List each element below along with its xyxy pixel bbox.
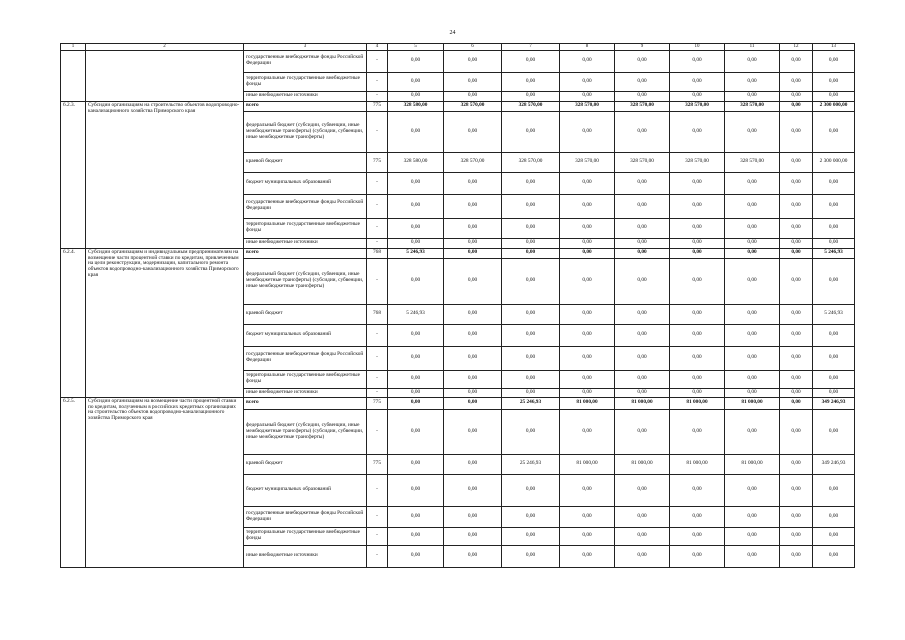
funding-source: краевой бюджет [244, 152, 367, 172]
value-cell: 0,00 [780, 172, 813, 194]
value-cell: 0,00 [502, 474, 560, 506]
section-number: 6.2.4. [61, 248, 86, 397]
value-cell: 0,00 [813, 172, 855, 194]
value-cell: 0,00 [444, 248, 502, 258]
value-cell: 0,00 [780, 545, 813, 567]
value-cell: 0,00 [780, 194, 813, 218]
value-cell: 0,00 [813, 258, 855, 304]
value-cell: 0,00 [725, 218, 780, 238]
value-cell: 0,00 [615, 91, 670, 101]
value-cell: 0,00 [502, 304, 560, 324]
header-cell: 7 [502, 44, 560, 51]
value-cell: 0,00 [444, 50, 502, 72]
value-cell: 0,00 [670, 527, 725, 545]
value-cell: 0,00 [444, 194, 502, 218]
header-cell: 9 [615, 44, 670, 51]
value-cell: 0,00 [502, 324, 560, 346]
value-cell: 0,00 [615, 370, 670, 388]
value-cell: 0,00 [725, 72, 780, 91]
value-cell: 2 300 000,00 [813, 152, 855, 172]
section-number: 6.2.3. [61, 101, 86, 248]
unit-code: - [367, 409, 388, 454]
value-cell: 328 570,00 [670, 101, 725, 111]
value-cell: 0,00 [388, 50, 444, 72]
value-cell: 0,00 [780, 238, 813, 248]
funding-source: бюджет муниципальных образований [244, 474, 367, 506]
value-cell: 0,00 [813, 527, 855, 545]
value-cell: 0,00 [670, 238, 725, 248]
value-cell: 349 246,93 [813, 397, 855, 409]
value-cell: 25 246,93 [502, 397, 560, 409]
value-cell: 0,00 [502, 72, 560, 91]
value-cell: 0,00 [502, 346, 560, 370]
value-cell: 0,00 [388, 238, 444, 248]
value-cell: 0,00 [615, 172, 670, 194]
value-cell: 0,00 [615, 194, 670, 218]
value-cell: 0,00 [813, 50, 855, 72]
value-cell: 0,00 [560, 346, 615, 370]
unit-code: 775 [367, 152, 388, 172]
value-cell: 0,00 [615, 248, 670, 258]
value-cell: 81 000,00 [615, 454, 670, 474]
value-cell: 0,00 [670, 304, 725, 324]
table-row [61, 50, 855, 72]
value-cell: 0,00 [725, 409, 780, 454]
value-cell: 0,00 [615, 72, 670, 91]
value-cell: 0,00 [560, 370, 615, 388]
value-cell: 81 000,00 [615, 397, 670, 409]
value-cell: 0,00 [560, 238, 615, 248]
value-cell: 0,00 [615, 238, 670, 248]
unit-code: - [367, 194, 388, 218]
unit-code: - [367, 388, 388, 397]
unit-code: - [367, 238, 388, 248]
value-cell: 0,00 [560, 304, 615, 324]
value-cell: 0,00 [560, 218, 615, 238]
funding-source: территориальные государственные внебюджетные фонды [244, 370, 367, 388]
value-cell: 0,00 [813, 91, 855, 101]
value-cell: 0,00 [725, 545, 780, 567]
value-cell: 0,00 [444, 72, 502, 91]
value-cell: 0,00 [725, 527, 780, 545]
value-cell: 0,00 [560, 474, 615, 506]
value-cell: 0,00 [444, 258, 502, 304]
value-cell: 0,00 [560, 388, 615, 397]
section-title: Субсидии организациям на возмещение части процентной ставки по кредитам, полученным в российских кредитных организациях на строительство объектов водопроводно-канализационного хозяйства Приморского края [86, 397, 244, 567]
value-cell: 0,00 [780, 454, 813, 474]
funding-source: всего [244, 101, 367, 111]
value-cell: 0,00 [615, 324, 670, 346]
value-cell: 0,00 [388, 409, 444, 454]
value-cell: 0,00 [615, 258, 670, 304]
section-number: 6.2.5. [61, 397, 86, 567]
header-cell: 3 [244, 44, 367, 51]
value-cell: 0,00 [813, 474, 855, 506]
value-cell: 0,00 [560, 248, 615, 258]
value-cell: 0,00 [670, 474, 725, 506]
funding-source: территориальные государственные внебюджетные фонды [244, 218, 367, 238]
value-cell: 81 000,00 [670, 454, 725, 474]
header-row [61, 44, 855, 51]
value-cell: 0,00 [725, 346, 780, 370]
value-cell: 0,00 [670, 258, 725, 304]
value-cell: 0,00 [780, 527, 813, 545]
value-cell: 0,00 [388, 258, 444, 304]
funding-source: всего [244, 248, 367, 258]
value-cell: 0,00 [670, 506, 725, 527]
value-cell: 0,00 [560, 506, 615, 527]
unit-code: - [367, 72, 388, 91]
value-cell: 0,00 [444, 304, 502, 324]
value-cell: 0,00 [388, 172, 444, 194]
value-cell: 0,00 [615, 506, 670, 527]
value-cell: 0,00 [813, 545, 855, 567]
value-cell: 81 000,00 [560, 397, 615, 409]
value-cell: 0,00 [388, 545, 444, 567]
unit-code: - [367, 506, 388, 527]
value-cell: 0,00 [780, 409, 813, 454]
value-cell: 0,00 [444, 370, 502, 388]
value-cell: 0,00 [502, 370, 560, 388]
value-cell: 0,00 [560, 72, 615, 91]
value-cell: 81 000,00 [670, 397, 725, 409]
section-title [86, 50, 244, 101]
value-cell: 0,00 [813, 194, 855, 218]
value-cell: 0,00 [502, 506, 560, 527]
value-cell: 0,00 [502, 91, 560, 101]
value-cell: 0,00 [780, 370, 813, 388]
table-row [61, 397, 855, 409]
unit-code: 775 [367, 454, 388, 474]
value-cell: 81 000,00 [725, 397, 780, 409]
value-cell: 0,00 [780, 111, 813, 152]
funding-source: государственные внебюджетные фонды Российской Федерации [244, 50, 367, 72]
section-title: Субсидии организациям на строительство объектов водопроводно-канализационного хозяйства Приморского края [86, 101, 244, 248]
value-cell: 0,00 [615, 545, 670, 567]
value-cell: 0,00 [780, 324, 813, 346]
value-cell: 0,00 [388, 111, 444, 152]
value-cell: 328 570,00 [615, 101, 670, 111]
value-cell: 0,00 [560, 258, 615, 304]
unit-code: - [367, 346, 388, 370]
value-cell: 0,00 [560, 527, 615, 545]
funding-source: иные внебюджетные источники [244, 91, 367, 101]
value-cell: 0,00 [444, 397, 502, 409]
header-cell: 11 [725, 44, 780, 51]
value-cell: 0,00 [725, 324, 780, 346]
value-cell: 0,00 [780, 388, 813, 397]
value-cell: 5 246,93 [388, 248, 444, 258]
value-cell: 0,00 [670, 172, 725, 194]
value-cell: 0,00 [388, 388, 444, 397]
value-cell: 0,00 [813, 346, 855, 370]
unit-code: - [367, 258, 388, 304]
value-cell: 0,00 [444, 474, 502, 506]
value-cell: 328 570,00 [670, 152, 725, 172]
unit-code: - [367, 172, 388, 194]
value-cell: 328 570,00 [615, 152, 670, 172]
funding-source: иные внебюджетные источники [244, 388, 367, 397]
value-cell: 328 570,00 [560, 152, 615, 172]
value-cell: 0,00 [560, 111, 615, 152]
header-cell: 5 [388, 44, 444, 51]
value-cell: 0,00 [670, 388, 725, 397]
value-cell: 0,00 [444, 454, 502, 474]
value-cell: 0,00 [670, 218, 725, 238]
value-cell: 0,00 [615, 111, 670, 152]
value-cell: 0,00 [813, 72, 855, 91]
value-cell: 0,00 [813, 218, 855, 238]
value-cell: 0,00 [813, 409, 855, 454]
value-cell: 0,00 [670, 370, 725, 388]
value-cell: 0,00 [780, 474, 813, 506]
value-cell: 328 580,00 [388, 101, 444, 111]
value-cell: 0,00 [502, 238, 560, 248]
value-cell: 0,00 [725, 370, 780, 388]
value-cell: 0,00 [502, 194, 560, 218]
value-cell: 0,00 [725, 388, 780, 397]
funding-source: краевой бюджет [244, 304, 367, 324]
funding-source: иные внебюджетные источники [244, 545, 367, 567]
funding-source: бюджет муниципальных образований [244, 172, 367, 194]
funding-source: краевой бюджет [244, 454, 367, 474]
value-cell: 0,00 [780, 218, 813, 238]
value-cell: 0,00 [560, 91, 615, 101]
unit-code: - [367, 527, 388, 545]
value-cell: 0,00 [444, 172, 502, 194]
value-cell: 0,00 [780, 72, 813, 91]
value-cell: 0,00 [780, 50, 813, 72]
value-cell: 0,00 [813, 324, 855, 346]
value-cell: 0,00 [725, 248, 780, 258]
value-cell: 0,00 [725, 111, 780, 152]
value-cell: 81 000,00 [725, 454, 780, 474]
funding-source: иные внебюджетные источники [244, 238, 367, 248]
value-cell: 0,00 [615, 346, 670, 370]
value-cell: 0,00 [780, 506, 813, 527]
header-cell: 10 [670, 44, 725, 51]
funding-source: федеральный бюджет (субсидии, субвенции, иные межбюджетные трансферты) (субсидии, субвенции, иные межбюджетные трансферты) [244, 258, 367, 304]
value-cell: 0,00 [502, 258, 560, 304]
unit-code: - [367, 50, 388, 72]
value-cell: 328 570,00 [502, 152, 560, 172]
header-cell: 2 [86, 44, 244, 51]
value-cell: 0,00 [388, 218, 444, 238]
header-cell: 12 [780, 44, 813, 51]
funding-source: бюджет муниципальных образований [244, 324, 367, 346]
value-cell: 0,00 [725, 238, 780, 248]
value-cell: 0,00 [670, 346, 725, 370]
value-cell: 0,00 [502, 111, 560, 152]
value-cell: 0,00 [670, 72, 725, 91]
value-cell: 0,00 [615, 409, 670, 454]
funding-source: государственные внебюджетные фонды Российской Федерации [244, 346, 367, 370]
value-cell: 0,00 [670, 545, 725, 567]
unit-code: 775 [367, 397, 388, 409]
value-cell: 0,00 [670, 91, 725, 101]
value-cell: 0,00 [725, 91, 780, 101]
value-cell: 0,00 [502, 409, 560, 454]
value-cell: 0,00 [725, 258, 780, 304]
unit-code: - [367, 545, 388, 567]
funding-source: федеральный бюджет (субсидии, субвенции, иные межбюджетные трансферты) (субсидии, субвенции, иные межбюджетные трансферты) [244, 111, 367, 152]
value-cell: 0,00 [670, 248, 725, 258]
funding-source: государственные внебюджетные фонды Российской Федерации [244, 194, 367, 218]
value-cell: 0,00 [560, 194, 615, 218]
value-cell: 0,00 [388, 474, 444, 506]
unit-code: 768 [367, 304, 388, 324]
value-cell: 0,00 [444, 346, 502, 370]
unit-code: - [367, 91, 388, 101]
funding-source: всего [244, 397, 367, 409]
unit-code: - [367, 324, 388, 346]
value-cell: 0,00 [615, 527, 670, 545]
value-cell: 0,00 [388, 527, 444, 545]
value-cell: 0,00 [444, 218, 502, 238]
value-cell: 0,00 [615, 474, 670, 506]
value-cell: 0,00 [725, 172, 780, 194]
table-row [61, 248, 855, 258]
header-cell: 4 [367, 44, 388, 51]
value-cell: 0,00 [725, 506, 780, 527]
funding-source: территориальные государственные внебюджетные фонды [244, 72, 367, 91]
value-cell: 0,00 [444, 111, 502, 152]
value-cell: 0,00 [615, 388, 670, 397]
value-cell: 328 580,00 [388, 152, 444, 172]
funding-source: территориальные государственные внебюджетные фонды [244, 527, 367, 545]
value-cell: 0,00 [725, 194, 780, 218]
value-cell: 81 000,00 [560, 454, 615, 474]
unit-code: - [367, 474, 388, 506]
value-cell: 328 570,00 [725, 101, 780, 111]
value-cell: 0,00 [615, 218, 670, 238]
unit-code: 775 [367, 101, 388, 111]
value-cell: 0,00 [388, 397, 444, 409]
value-cell: 0,00 [444, 91, 502, 101]
value-cell: 0,00 [725, 50, 780, 72]
value-cell: 0,00 [780, 397, 813, 409]
value-cell: 0,00 [388, 72, 444, 91]
value-cell: 0,00 [560, 545, 615, 567]
value-cell: 0,00 [502, 527, 560, 545]
funding-source: федеральный бюджет (субсидии, субвенции, иные межбюджетные трансферты) (субсидии, субвенции, иные межбюджетные трансферты) [244, 409, 367, 454]
value-cell: 0,00 [813, 238, 855, 248]
value-cell: 0,00 [444, 324, 502, 346]
header-cell: 6 [444, 44, 502, 51]
value-cell: 0,00 [444, 506, 502, 527]
value-cell: 5 246,93 [813, 304, 855, 324]
value-cell: 0,00 [388, 454, 444, 474]
value-cell: 0,00 [560, 172, 615, 194]
value-cell: 0,00 [444, 388, 502, 397]
value-cell: 0,00 [560, 324, 615, 346]
value-cell: 0,00 [502, 388, 560, 397]
value-cell: 0,00 [444, 527, 502, 545]
value-cell: 0,00 [813, 388, 855, 397]
value-cell: 0,00 [388, 370, 444, 388]
value-cell: 0,00 [670, 50, 725, 72]
value-cell: 5 246,93 [813, 248, 855, 258]
funding-source: государственные внебюджетные фонды Российской Федерации [244, 506, 367, 527]
value-cell: 0,00 [615, 304, 670, 324]
value-cell: 328 570,00 [444, 101, 502, 111]
unit-code: - [367, 111, 388, 152]
header-cell: 13 [813, 44, 855, 51]
value-cell: 0,00 [444, 238, 502, 248]
value-cell: 0,00 [813, 111, 855, 152]
value-cell: 0,00 [388, 324, 444, 346]
value-cell: 0,00 [388, 91, 444, 101]
value-cell: 0,00 [780, 152, 813, 172]
unit-code: - [367, 370, 388, 388]
unit-code: 768 [367, 248, 388, 258]
value-cell: 0,00 [444, 409, 502, 454]
value-cell: 0,00 [780, 248, 813, 258]
value-cell: 5 246,93 [388, 304, 444, 324]
value-cell: 0,00 [560, 409, 615, 454]
value-cell: 0,00 [780, 91, 813, 101]
value-cell: 0,00 [670, 409, 725, 454]
section-title: Субсидии организациям и индивидуальным предпринимателям на возмещение части процентной ставки по кредитам, привлеченным на цели реконструкции, модернизации, капитального ремонта объектов водопроводно-канализационного хозяйства Приморского края [86, 248, 244, 397]
value-cell: 328 570,00 [725, 152, 780, 172]
value-cell: 0,00 [670, 324, 725, 346]
value-cell: 0,00 [502, 172, 560, 194]
value-cell: 0,00 [670, 111, 725, 152]
value-cell: 0,00 [813, 370, 855, 388]
section-number [61, 50, 86, 101]
value-cell: 0,00 [388, 506, 444, 527]
page-number: 24 [449, 30, 456, 36]
value-cell: 0,00 [780, 258, 813, 304]
value-cell: 0,00 [813, 506, 855, 527]
value-cell: 0,00 [725, 304, 780, 324]
value-cell: 328 570,00 [444, 152, 502, 172]
value-cell: 0,00 [444, 545, 502, 567]
unit-code: - [367, 218, 388, 238]
value-cell: 0,00 [615, 50, 670, 72]
value-cell: 0,00 [560, 50, 615, 72]
value-cell: 0,00 [725, 474, 780, 506]
value-cell: 328 570,00 [560, 101, 615, 111]
value-cell: 0,00 [780, 304, 813, 324]
value-cell: 2 300 000,00 [813, 101, 855, 111]
value-cell: 0,00 [780, 346, 813, 370]
value-cell: 0,00 [388, 346, 444, 370]
value-cell: 328 570,00 [502, 101, 560, 111]
table-row [61, 101, 855, 111]
value-cell: 25 246,93 [502, 454, 560, 474]
value-cell: 0,00 [502, 50, 560, 72]
value-cell: 0,00 [502, 248, 560, 258]
value-cell: 0,00 [780, 101, 813, 111]
budget-table [60, 43, 855, 568]
value-cell: 349 246,93 [813, 454, 855, 474]
value-cell: 0,00 [502, 545, 560, 567]
value-cell: 0,00 [388, 194, 444, 218]
value-cell: 0,00 [502, 218, 560, 238]
header-cell: 1 [61, 44, 86, 51]
header-cell: 8 [560, 44, 615, 51]
value-cell: 0,00 [670, 194, 725, 218]
